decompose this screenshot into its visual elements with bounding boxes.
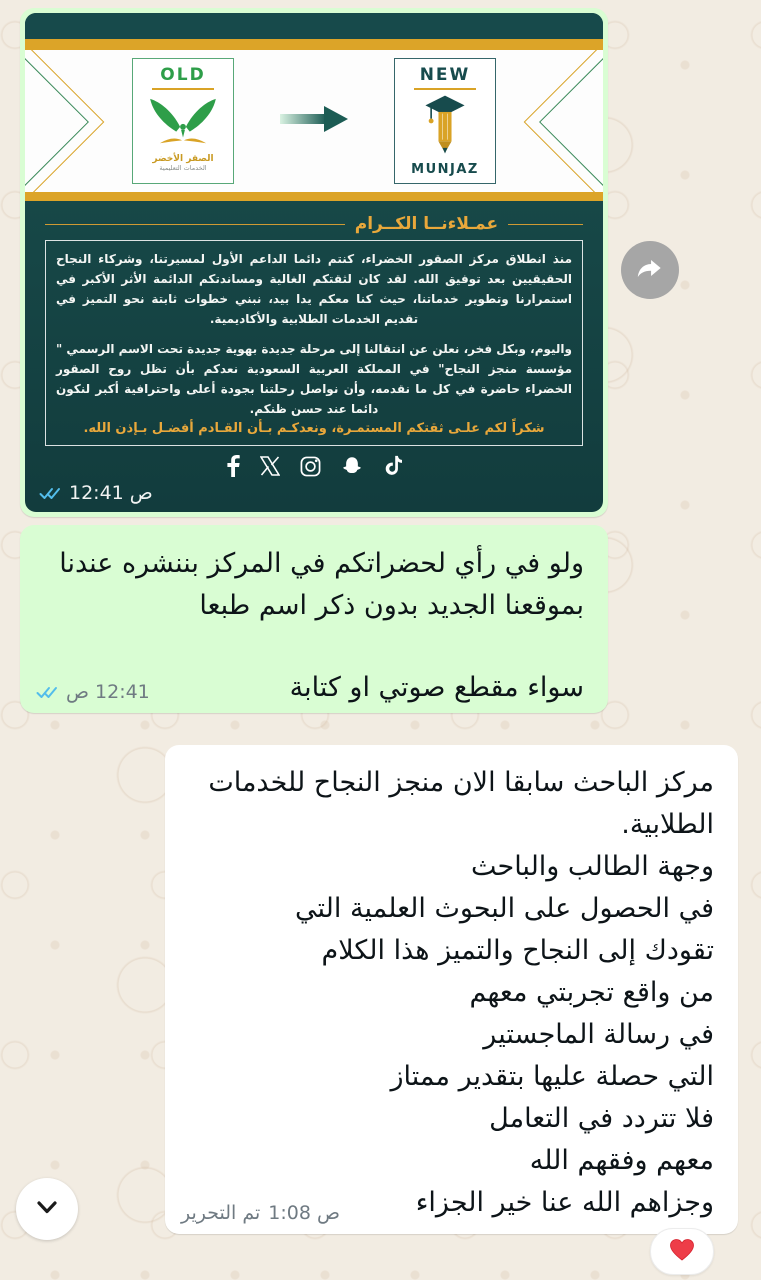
message-time: 12:41 ص <box>69 482 153 504</box>
message-line: تقودك إلى النجاح والتميز هذا الكلام <box>321 935 714 966</box>
new-underline <box>414 88 476 90</box>
message-line: سواء مقطع صوتي او كتابة <box>289 672 584 703</box>
outgoing-text-message[interactable] <box>20 525 608 713</box>
old-logo-arabic-subtitle: الخدمات التعليمية <box>159 164 207 172</box>
read-receipt-icon <box>39 487 63 500</box>
flyer-gold-bar-bottom <box>25 192 603 201</box>
flyer-gold-bar-top <box>25 39 603 50</box>
incoming-message-meta <box>181 1202 340 1224</box>
message-line: معهم وفقهم الله <box>529 1145 714 1176</box>
outgoing-media-message[interactable] <box>20 8 608 517</box>
message-line: في الحصول على البحوث العلمية التي <box>295 893 714 924</box>
snapchat-icon <box>341 455 363 477</box>
flyer-heading: عمـلاءنــا الكــرام <box>354 214 499 234</box>
forward-icon <box>634 252 666 288</box>
heading-line-right <box>508 224 583 225</box>
new-logo-box <box>394 58 496 184</box>
flyer-thanks-line: شكراً لكم علـى ثقتكم المستمـرة، ونعدكـم بـأن القـادم أفضـل بـإذن الله. <box>83 421 545 437</box>
message-reaction[interactable] <box>650 1228 714 1275</box>
scroll-to-bottom-button[interactable] <box>16 1178 78 1240</box>
flyer-paragraph-2: واليوم، وبكل فخر، نعلن عن انتقالنا إلى مرحلة جديدة بهوية جديدة تحت الاسم الرسمي " مؤسسة منجز النجاح" في المملكة العربية السعودية نعدكم بأن تظل روح الصقور الخضراء حاضرة في كل ما نقدمه، وأن نواصل رحلتنا بجودة أعلى واحترافية أكبر لنكون دائما عند حسن ظنكم. <box>56 341 572 417</box>
outgoing-message-meta <box>36 681 150 703</box>
message-line: في رسالة الماجستير <box>483 1019 714 1050</box>
old-logo-arabic-title: الصقر الأخضر <box>152 154 214 164</box>
message-time: 12:41 ص <box>66 681 150 703</box>
incoming-text-message[interactable] <box>165 745 738 1234</box>
forward-button[interactable] <box>621 241 679 299</box>
x-icon <box>260 456 280 476</box>
message-line: مركز الباحث سابقا الان منجز النجاح للخدمات الطلابية. <box>208 767 714 840</box>
media-message-meta <box>39 482 153 504</box>
munjaz-logo-icon <box>419 94 471 160</box>
munjaz-label: MUNJAZ <box>411 162 479 177</box>
flyer-image[interactable] <box>25 13 603 512</box>
old-logo-box <box>132 58 234 184</box>
diamond-decoration <box>25 50 89 192</box>
message-line: وجزاهم الله عنا خير الجزاء <box>415 1187 714 1218</box>
chevron-down-icon <box>32 1192 62 1226</box>
instagram-icon <box>300 456 321 477</box>
heading-line-left <box>45 224 345 225</box>
flyer-text-box <box>45 240 583 446</box>
tiktok-icon <box>383 455 402 477</box>
read-receipt-icon <box>36 686 60 699</box>
message-line: فلا تتردد في التعامل <box>489 1103 714 1134</box>
heart-reaction-icon <box>669 1238 695 1266</box>
old-label: OLD <box>160 65 206 85</box>
flyer-top-bar <box>25 13 603 39</box>
edited-label: تم التحرير <box>181 1202 261 1224</box>
message-time: 1:08 ص <box>268 1202 340 1224</box>
message-line: وجهة الطالب والباحث <box>471 851 714 882</box>
flyer-heading-row <box>45 214 583 234</box>
old-underline <box>152 88 214 90</box>
flyer-paragraph-1: منذ انطلاق مركز الصقور الخضراء، كنتم دائما الداعم الأول لمسيرتنا، وشركاء النجاح الحقيقيين بعد توفيق الله. لقد كان لثقتكم الغالية ومساندتكم الدائمة الأثر الأكبر في استمرارنا وتطوير خدماتنا، حيث كنا معكم يدا بيد، نبني خطوات ثابتة نحو التميز في تقديم الخدمات الطلابية والأكاديمية. <box>56 252 572 327</box>
message-line: من واقع تجربتي معهم <box>469 977 714 1008</box>
facebook-icon <box>226 455 240 477</box>
message-line: ولو في رأي لحضراتكم في المركز بننشره عندنا بموقعنا الجديد بدون ذكر اسم طبعا <box>59 548 584 621</box>
new-label: NEW <box>419 65 471 85</box>
flyer-logo-band <box>25 50 603 192</box>
falcon-logo-icon <box>144 94 222 154</box>
transition-arrow-icon <box>278 102 350 140</box>
diamond-decoration <box>539 50 603 192</box>
social-icons-row <box>45 455 583 477</box>
message-line: التي حصلة عليها بتقدير ممتاز <box>390 1061 714 1092</box>
flyer-body <box>25 201 603 512</box>
